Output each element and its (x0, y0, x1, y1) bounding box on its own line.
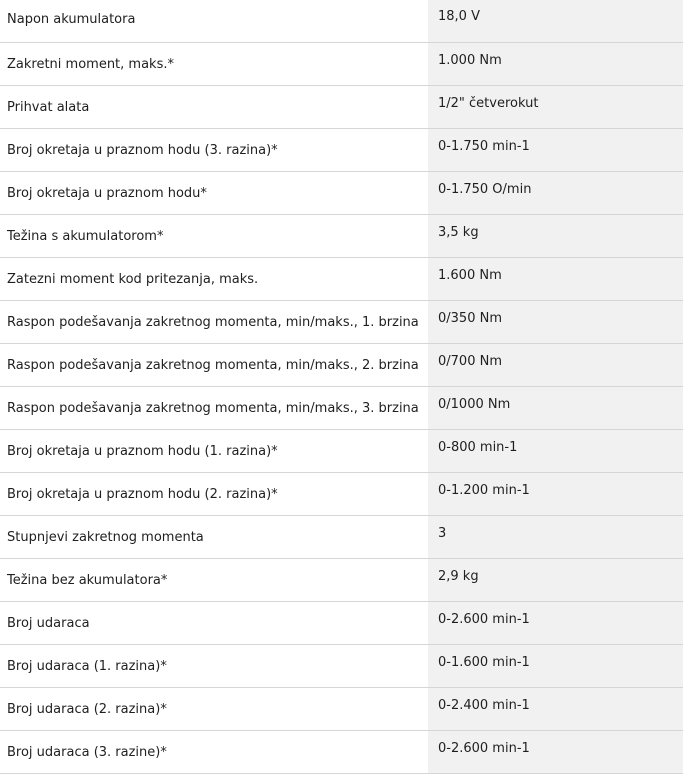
spec-row (0, 86, 683, 129)
spec-label: Broj udaraca (1. razina)* (0, 645, 428, 688)
spec-label: Raspon podešavanja zakretnog momenta, min/maks., 2. brzina (0, 344, 428, 387)
spec-label: Broj udaraca (3. razine)* (0, 731, 428, 774)
spec-value: 1.000 Nm (428, 43, 683, 86)
spec-row (0, 387, 683, 430)
spec-row (0, 559, 683, 602)
spec-row (0, 516, 683, 559)
spec-value: 0-2.600 min-1 (428, 602, 683, 645)
spec-label: Prihvat alata (0, 86, 428, 129)
spec-row (0, 0, 683, 43)
spec-value: 1.600 Nm (428, 258, 683, 301)
spec-row (0, 43, 683, 86)
spec-label: Broj okretaja u praznom hodu (1. razina)* (0, 430, 428, 473)
spec-label: Zakretni moment, maks.* (0, 43, 428, 86)
spec-label: Raspon podešavanja zakretnog momenta, min/maks., 1. brzina (0, 301, 428, 344)
spec-value: 0-1.200 min-1 (428, 473, 683, 516)
spec-label: Napon akumulatora (0, 0, 428, 43)
spec-row (0, 301, 683, 344)
spec-value: 0-2.400 min-1 (428, 688, 683, 731)
spec-value: 0-1.750 min-1 (428, 129, 683, 172)
spec-row (0, 688, 683, 731)
spec-row (0, 473, 683, 516)
spec-row (0, 129, 683, 172)
spec-label: Broj okretaja u praznom hodu (3. razina)* (0, 129, 428, 172)
spec-label: Stupnjevi zakretnog momenta (0, 516, 428, 559)
spec-value: 1/2" četverokut (428, 86, 683, 129)
spec-label: Težina bez akumulatora* (0, 559, 428, 602)
spec-value: 2,9 kg (428, 559, 683, 602)
spec-row (0, 731, 683, 774)
spec-label: Zatezni moment kod pritezanja, maks. (0, 258, 428, 301)
spec-row (0, 430, 683, 473)
spec-value: 18,0 V (428, 0, 683, 43)
spec-row (0, 645, 683, 688)
spec-value: 0-2.600 min-1 (428, 731, 683, 774)
spec-label: Broj udaraca (0, 602, 428, 645)
spec-value: 0/700 Nm (428, 344, 683, 387)
spec-value: 3,5 kg (428, 215, 683, 258)
spec-row (0, 344, 683, 387)
spec-value: 0-1.750 O/min (428, 172, 683, 215)
spec-row (0, 258, 683, 301)
spec-row (0, 602, 683, 645)
spec-row (0, 172, 683, 215)
spec-label: Broj okretaja u praznom hodu (2. razina)* (0, 473, 428, 516)
spec-value: 0-1.600 min-1 (428, 645, 683, 688)
spec-label: Težina s akumulatorom* (0, 215, 428, 258)
spec-row (0, 215, 683, 258)
spec-label: Raspon podešavanja zakretnog momenta, min/maks., 3. brzina (0, 387, 428, 430)
spec-value: 0/350 Nm (428, 301, 683, 344)
spec-value: 0/1000 Nm (428, 387, 683, 430)
spec-label: Broj udaraca (2. razina)* (0, 688, 428, 731)
spec-value: 3 (428, 516, 683, 559)
spec-value: 0-800 min-1 (428, 430, 683, 473)
spec-label: Broj okretaja u praznom hodu* (0, 172, 428, 215)
